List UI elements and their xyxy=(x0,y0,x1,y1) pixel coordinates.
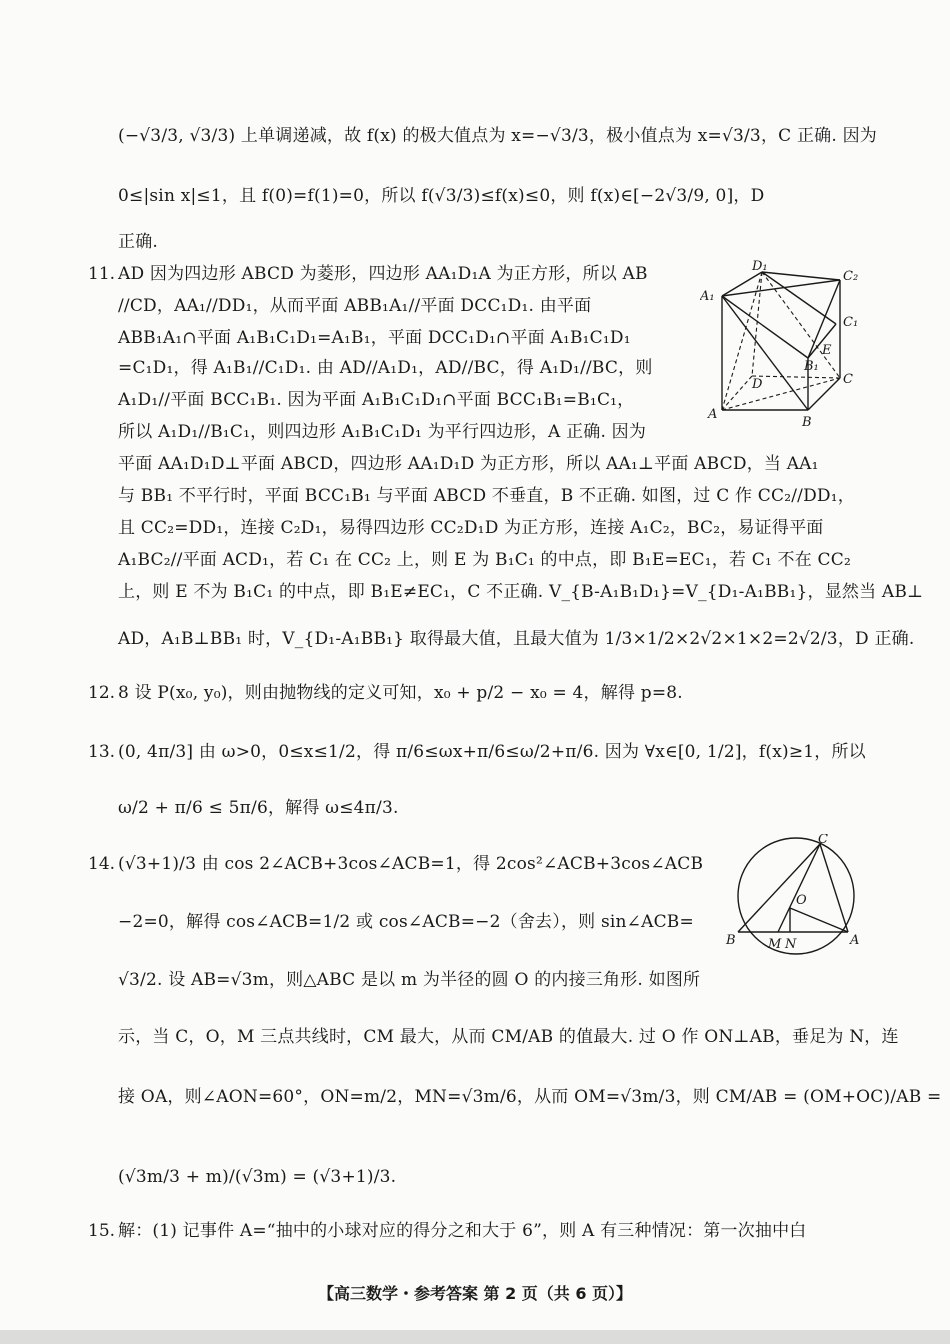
question-number: 15. xyxy=(88,1221,116,1241)
text-line: 与 BB₁ 不平行时，平面 BCC₁B₁ 与平面 ABCD 不垂直，B 不正确. 如图，过 C 作 CC₂//DD₁， xyxy=(118,486,855,506)
text-line: (0, 4π/3] 由 ω>0，0≤x≤1/2，得 π/6≤ωx+π/6≤ω/2+π/6. 因为 ∀x∈[0, 1/2]，f(x)≥1，所以 xyxy=(118,742,866,762)
text-line: 示，当 C，O，M 三点共线时，CM 最大，从而 CM/AB 的值最大. 过 O 作 ON⊥AB，垂足为 N，连 xyxy=(118,1027,899,1047)
text-line: 且 CC₂=DD₁，连接 C₂D₁，易得四边形 CC₂D₁D 为正方形，连接 A₁C₂，BC₂，易证得平面 xyxy=(118,518,824,538)
fig-label: B₁ xyxy=(804,359,819,374)
text-line: AD 因为四边形 ABCD 为菱形，四边形 AA₁D₁A 为正方形，所以 AB xyxy=(118,264,648,284)
fig-label: A xyxy=(850,933,860,948)
page-footer: 【高三数学・参考答案 第 2 页（共 6 页）】 xyxy=(317,1284,633,1303)
text-line: −2=0，解得 cos∠ACB=1/2 或 cos∠ACB=−2（舍去），则 sin∠ACB= xyxy=(118,912,694,932)
fig-label: A₁ xyxy=(700,289,715,304)
text-line: //CD，AA₁//DD₁，从而平面 ABB₁A₁//平面 DCC₁D₁. 由平面 xyxy=(118,296,592,316)
text-line: 所以 A₁D₁//B₁C₁，则四边形 A₁B₁C₁D₁ 为平行四边形，A 正确. 因为 xyxy=(118,422,647,442)
fig-label: N xyxy=(785,937,797,952)
edge xyxy=(722,280,840,296)
text-line: (−√3/3, √3/3) 上单调递减，故 f(x) 的极大值点为 x=−√3/3，极小值点为 x=√3/3，C 正确. 因为 xyxy=(118,126,877,146)
text-line: 解：(1) 记事件 A=“抽中的小球对应的得分之和大于 6”，则 A 有三种情况：第一次抽中白 xyxy=(118,1221,807,1241)
fig-label: D xyxy=(752,377,763,392)
question-number: 14. xyxy=(88,854,116,874)
segment-oa xyxy=(790,908,848,932)
fig-label: D₁ xyxy=(752,259,768,274)
text-line: 正确. xyxy=(118,232,159,252)
fig-label: C xyxy=(818,834,828,847)
hidden-edge xyxy=(722,378,840,410)
median-cm xyxy=(778,844,820,932)
question-number: 13. xyxy=(88,742,116,762)
question-number: 11. xyxy=(88,264,116,284)
fig-label: C₂ xyxy=(843,269,859,284)
text-line: √3/2. 设 AB=√3m，则△ABC 是以 m 为半径的圆 O 的内接三角形. 如图所 xyxy=(118,970,701,990)
fig-label: C₁ xyxy=(843,315,859,330)
text-line: =C₁D₁，得 A₁B₁//C₁D₁. 由 AD//A₁D₁，AD//BC，得 A₁D₁//BC，则 xyxy=(118,358,653,378)
text-line: 平面 AA₁D₁D⊥平面 ABCD，四边形 AA₁D₁D 为正方形，所以 AA₁⊥平面 ABCD，当 AA₁ xyxy=(118,454,819,474)
text-line: 8 设 P(x₀, y₀)，则由抛物线的定义可知，x₀ + p/2 − x₀ = 4，解得 p=8. xyxy=(118,683,683,703)
hidden-edge xyxy=(762,272,840,378)
side-ca xyxy=(820,844,848,932)
edge xyxy=(722,296,808,410)
fig-label: O xyxy=(796,893,807,908)
text-line: ABB₁A₁∩平面 A₁B₁C₁D₁=A₁B₁，平面 DCC₁D₁∩平面 A₁B₁C₁D₁ xyxy=(118,328,631,348)
edge xyxy=(762,272,840,280)
text-line: (√3+1)/3 由 cos 2∠ACB+3cos∠ACB=1，得 2cos²∠ACB+3cos∠ACB xyxy=(118,854,704,874)
fig-label: M xyxy=(768,937,782,952)
edge xyxy=(722,296,808,358)
text-line: AD，A₁B⊥BB₁ 时，V_{D₁-A₁BB₁} 取得最大值，且最大值为 1/3×1/2×2√2×1×2=2√2/3，D 正确. xyxy=(118,629,915,649)
fig-label: C xyxy=(843,372,853,387)
question-number: 12. xyxy=(88,683,116,703)
circle-figure xyxy=(724,834,868,958)
side-bc xyxy=(738,844,820,932)
fig-label: E xyxy=(822,343,832,358)
text-line: A₁D₁//平面 BCC₁B₁. 因为平面 A₁B₁C₁D₁∩平面 BCC₁B₁=B₁C₁， xyxy=(118,390,635,410)
bottom-bar xyxy=(0,1330,950,1344)
text-line: 接 OA，则∠AON=60°，ON=m/2，MN=√3m/6，从而 OM=√3m/3，则 CM/AB = (OM+OC)/AB = xyxy=(118,1087,942,1107)
text-line: (√3m/3 + m)/(√3m) = (√3+1)/3. xyxy=(118,1167,397,1187)
text-line: ω/2 + π/6 ≤ 5π/6，解得 ω≤4π/3. xyxy=(118,798,399,818)
fig-label: B xyxy=(726,933,736,948)
fig-label: A xyxy=(708,407,718,422)
hidden-edge xyxy=(752,376,840,378)
prism-figure xyxy=(700,258,870,430)
text-line: 上，则 E 不为 B₁C₁ 的中点，即 B₁E≠EC₁，C 不正确. V_{B-A₁B₁D₁}=V_{D₁-A₁BB₁}，显然当 AB⊥ xyxy=(118,582,924,602)
fig-label: B xyxy=(802,415,812,430)
text-line: A₁BC₂//平面 ACD₁，若 C₁ 在 CC₂ 上，则 E 为 B₁C₁ 的中点，即 B₁E=EC₁，若 C₁ 不在 CC₂ xyxy=(118,550,851,570)
text-line: 0≤|sin x|≤1，且 f(0)=f(1)=0，所以 f(√3/3)≤f(x)≤0，则 f(x)∈[−2√3/9, 0]，D xyxy=(118,186,765,206)
